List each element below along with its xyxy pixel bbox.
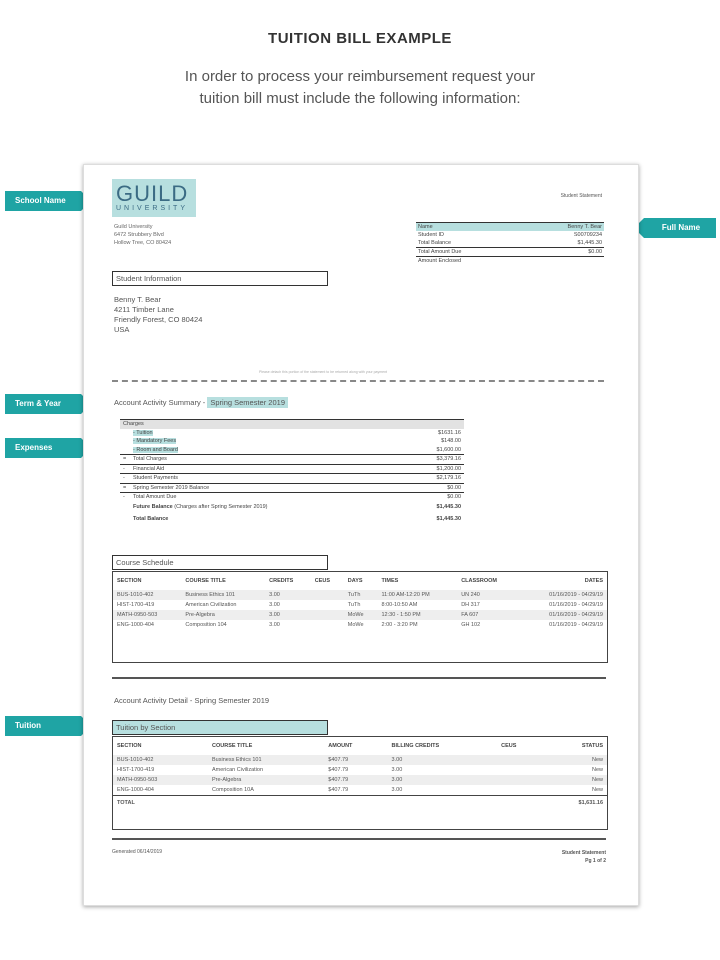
callout-full-name: Full Name (644, 218, 716, 238)
total-row: TOTAL $1,631.16 (113, 796, 607, 811)
tuition-bill (83, 164, 639, 906)
charge-row: - Student Payments $2,179.16 (120, 474, 464, 484)
table-header: SECTION COURSE TITLE CREDITS CEUS DAYS TIMES CLASSROOM DATES (117, 578, 603, 584)
course-schedule-label: Course Schedule (112, 555, 328, 570)
callout-term-year: Term & Year (5, 394, 81, 414)
summary-row-name: Name Benny T. Bear (418, 224, 602, 230)
charge-item: - Room and Board $1,600.00 (120, 446, 464, 455)
statement-label: Student Statement (560, 193, 602, 199)
charge-row: - Total Amount Due $0.00 (123, 494, 461, 500)
footer-page-info: Student Statement Pg 1 of 2 (561, 850, 606, 864)
charge-row: - Financial Aid $1,200.00 (120, 464, 464, 474)
total-balance-row: Total Balance $1,445.30 (133, 516, 461, 523)
table-header: SECTION COURSE TITLE AMOUNT BILLING CREDITS CEUS STATUS (117, 743, 603, 749)
activity-detail-heading: Account Activity Detail - Spring Semester 2019 (114, 696, 270, 705)
activity-summary-heading: Account Activity Summary - Spring Semester 2019 (114, 398, 288, 407)
future-balance-row: Future Balance (Charges after Spring Semester 2019) $1,445.30 (133, 504, 461, 511)
page-subtitle: In order to process your reimbursement request your tuition bill must include the following information: (184, 68, 536, 107)
summary-row: Total Amount Due $0.00 (418, 249, 602, 255)
footer-divider (112, 838, 606, 840)
course-schedule-table (112, 571, 608, 663)
detach-note: Please detach this portion of the statement to be returned along with your payment (259, 370, 388, 374)
table-row: ENG-1000-404 Composition 10A $407.79 3.00 New (117, 787, 603, 793)
callout-school-name: School Name (5, 191, 81, 211)
table-row: ENG-1000-404 Composition 104 3.00 MoWe 2:00 - 3:20 PM GH 102 01/16/2019 - 04/29/19 (117, 622, 603, 628)
table-row: MATH-0950-503 Pre-Algebra $407.79 3.00 New (113, 775, 607, 785)
student-info-label: Student Information (112, 271, 328, 286)
account-summary (416, 222, 604, 265)
table-row: HIST-1700-419 American Civilization 3.00 TuTh 8:00-10:50 AM DH 317 01/16/2019 - 04/29/19 (117, 602, 603, 608)
callout-expenses: Expenses (5, 438, 81, 458)
divider (112, 677, 606, 679)
summary-row: Student ID S00709234 (418, 232, 602, 238)
generated-date: Generated 06/14/2019 (112, 849, 163, 855)
detach-line (112, 380, 604, 382)
logo-word: GUILD (116, 181, 189, 206)
school-address: Guild University 6472 Strubbery Blvd Hollow Tree, CO 80424 (114, 224, 172, 246)
summary-row: Amount Enclosed (418, 258, 462, 264)
charges-table (120, 419, 464, 526)
tuition-section-table (112, 736, 608, 830)
table-row: BUS-1010-402 Business Ethics 101 $407.79 3.00 New (113, 755, 607, 765)
page-title: TUITION BILL EXAMPLE (268, 30, 452, 47)
logo-sub: UNIVERSITY (116, 205, 189, 212)
charge-row: = Total Charges $3,379.16 (120, 455, 464, 465)
charge-item: - Mandatory Fees $148.00 (133, 438, 461, 444)
charges-header: Charges (120, 420, 464, 429)
callout-tuition: Tuition (5, 716, 81, 736)
summary-row: Total Balance $1,445.30 (418, 240, 602, 246)
table-row: BUS-1010-402 Business Ethics 101 3.00 TuTh 11:00 AM-12:20 PM UN 240 01/16/2019 - 04/29/19 (113, 590, 607, 600)
table-row: HIST-1700-419 American Civilization $407.79 3.00 New (117, 767, 603, 773)
charge-item: - Tuition $1631.16 (133, 429, 461, 436)
charge-row: = Spring Semester 2019 Balance $0.00 (120, 483, 464, 493)
student-address: Benny T. Bear 4211 Timber Lane Friendly Forest, CO 80424 USA (114, 295, 203, 334)
term-year: Spring Semester 2019 (207, 397, 288, 408)
tuition-section-label: Tuition by Section (112, 720, 328, 735)
table-row: MATH-0950-503 Pre-Algebra 3.00 MoWe 12:30 - 1:50 PM FA 607 01/16/2019 - 04/29/19 (113, 610, 607, 620)
